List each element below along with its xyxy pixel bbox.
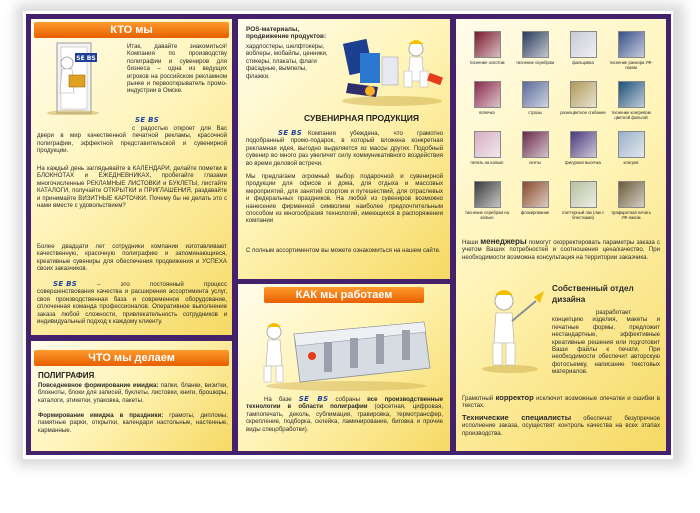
finish-label: ленты — [528, 160, 541, 165]
souvenir-paragraph-2: Мы предлагаем огромный выбор подарочной и сувенирной продукции для офисов и дома, для отдыха и массовых мероприятий, для занятий спортом и путешествий, для отраслевых и федеральных праздников. На любой из сувениров возможно нанесение фирменной символики наиболее предпочтительным способом из многообразия технологий, имеющихся в распоряжении компании — [246, 173, 443, 225]
finish-thumbnail — [618, 31, 645, 58]
what-panel — [31, 341, 232, 451]
finish-label: тиснение ранкора УФ-лаком — [609, 60, 653, 70]
who-banner: КТО мы — [34, 22, 229, 38]
managers-text: Наши менеджеры помогут скорректировать параметры заказа с учетом Ваших потребностей и соотношения цена/качество. При необходимости возможна консультация на территории заказчика. — [462, 237, 660, 261]
designer-figure-illustration — [474, 287, 548, 375]
who-panel — [31, 19, 232, 335]
finish-label: тиснение золотом — [469, 60, 505, 65]
pos-items: хардпостеры, шелфтокеры, воблеры, мобайлы, ценники, стикеры, плакаты, флаги фасадные, вымпелы, флажки. — [246, 43, 328, 80]
who-logo: SE BS — [135, 116, 160, 124]
who-paragraph-3: – это постоянный процесс совершенствования качества и расширения ассортимента услуг, своя производственная база и современное оборудование, сплоченная команда профессионалов. Оперативное выполнение заказа любой сложности, привлекательность сотрудников и индивидуальный подход к каждому клиенту. — [37, 281, 227, 326]
souvenir-heading: СУВЕНИРНАЯ ПРОДУКЦИЯ — [304, 113, 420, 123]
pos-heading: POS-материалы, продвижение продуктов: — [246, 26, 327, 41]
finish-thumbnail — [522, 181, 549, 208]
svg-text:SE BS: SE BS — [76, 55, 96, 62]
how-panel — [238, 284, 450, 451]
pos-panel — [238, 19, 450, 279]
printing-press-illustration — [254, 304, 434, 392]
finish-label: вопечка — [479, 110, 495, 115]
finish-thumbnail — [474, 131, 501, 158]
services-panel — [456, 19, 666, 451]
how-banner: КАК мы работаем — [264, 287, 424, 303]
corrector-text: Грамотный корректор исключит возможные опечатки и ошибки в текстах. — [462, 393, 660, 410]
finish-label: фигурная высечка — [565, 160, 601, 165]
finish-thumbnail — [474, 181, 501, 208]
who-paragraph-2: Более двадцати лет сотрудники компании изготавливают качественную, красочную полиграфию и запоминающиеся, креативные сувениры для обеспечения продвижения и УСПЕХА своих заказчиков. — [37, 243, 227, 273]
door-figure-illustration — [39, 41, 107, 115]
finish-thumbnail — [570, 31, 597, 58]
finish-label: глиттерный лак (лак с блестками) — [561, 210, 605, 220]
design-heading: Собственный отдел дизайна — [552, 284, 634, 304]
finish-thumbnail — [474, 81, 501, 108]
who-paragraph-1: На каждый день заглядывайте в КАЛЕНДАРИ, делайте пометки в БЛОКНОТАХ и ЕЖЕДНЕВНИКАХ, пробегайте глазами многочисленные РЕКЛАМНЫЕ ЛИСТОВКИ и БУКЛЕТЫ, листайте КАТАЛОГИ, получайте ОТКРЫТКИ и ПРИГЛАШЕНИЯ, раздавайте и принимайте ВИЗИТНЫЕ КАРТОЧКИ. Почему бы не делать это с нами вместе с удовольствием? — [37, 165, 227, 210]
finish-thumbnail — [618, 131, 645, 158]
finish-thumbnail — [570, 81, 597, 108]
souvenir-paragraph-1: Компания убеждена, что грамотно подобранный промо-подарок, в который вложена конкретная рекламная идея, выгодно выделяется из массы других. Подобный сувенир во много раз увеличит силу коммуникативного воздействия во время деловой встречи. — [246, 130, 443, 167]
finish-label: фальцовка — [572, 60, 594, 65]
finish-thumbnail — [474, 31, 501, 58]
finish-thumbnail — [570, 131, 597, 158]
finish-label: тиснение серебром на кальке — [465, 210, 509, 220]
who-welcome: с радостью откроет для Вас двери в мир качественной печатной рекламы, красочной полиграфии, эффектной представительской и сувенирной продукции. — [37, 125, 227, 155]
finish-label: трафаретная печать УФ-лаком — [611, 210, 651, 220]
finish-label: конгрев — [623, 160, 639, 165]
what-paragraph-1: Повседневное формирование имиджа: папки, бланки, визитки, блокноты, блоки для записей, буклеты, листовки, книги, брошюры, каталоги, этикетки, упаковка, пакеты. — [38, 382, 229, 404]
finish-label: флокирование — [520, 210, 550, 215]
souvenir-paragraph-3: С полным ассортиментом вы можете ознакомиться на нашем сайте. — [246, 247, 441, 254]
what-heading: ПОЛИГРАФИЯ — [38, 371, 95, 380]
finish-label: разноцветное сгибание — [560, 110, 606, 115]
what-banner: ЧТО мы делаем — [34, 350, 229, 366]
finish-thumbnail — [618, 81, 645, 108]
finish-label: печать на кальке — [470, 160, 504, 165]
pos-logo: SE BS — [278, 129, 303, 137]
finish-thumbnail — [522, 131, 549, 158]
finish-label: тиснение серебром — [515, 60, 555, 65]
finish-label: стразы — [528, 110, 542, 115]
souvenir-illustration — [338, 27, 446, 107]
who-logo-2: SE BS — [53, 280, 78, 288]
finish-thumbnail — [522, 81, 549, 108]
design-text: разработает концепцию изделия, макеты и печатные формы, предложит нестандартные, эффективные креативные решения или подготовит Ваши файлы к печати. При необходимости обеспечит авторскую фотосъемку, написание текстовых материалов. — [552, 309, 660, 376]
finish-thumbnail — [522, 31, 549, 58]
how-text: На базе SE BS собраны все производственные технологии в области полиграфии (офсетная, цифровая, тампопечать, деколь, сублимация, гравировка, термотрансфер, скрепление, подборка, склейка, ламинирование, биговка и прочие виды спецобработки). — [246, 395, 443, 433]
who-intro: Итак, давайте знакомиться! Компания по производству полиграфии и сувениров для бизнеса – одна из ведущих игроков на российском рекламном рынке и первооткрыватель промо-индустрии в Омске. — [127, 43, 227, 95]
what-paragraph-2: Формирование имиджа в праздники: грамоты, дипломы, памятные papки, открытки, календари настольные, настенные, карманные. — [38, 412, 228, 434]
brochure — [26, 14, 671, 455]
finish-label: тиснение конгревом цветной фольгой — [611, 110, 651, 120]
tech-text: Технические специалисты обеспечат безупречное исполнение заказа, осуществят контроль качества на всех этапах производства. — [462, 413, 661, 437]
finish-thumbnail — [618, 181, 645, 208]
finish-thumbnail — [570, 181, 597, 208]
